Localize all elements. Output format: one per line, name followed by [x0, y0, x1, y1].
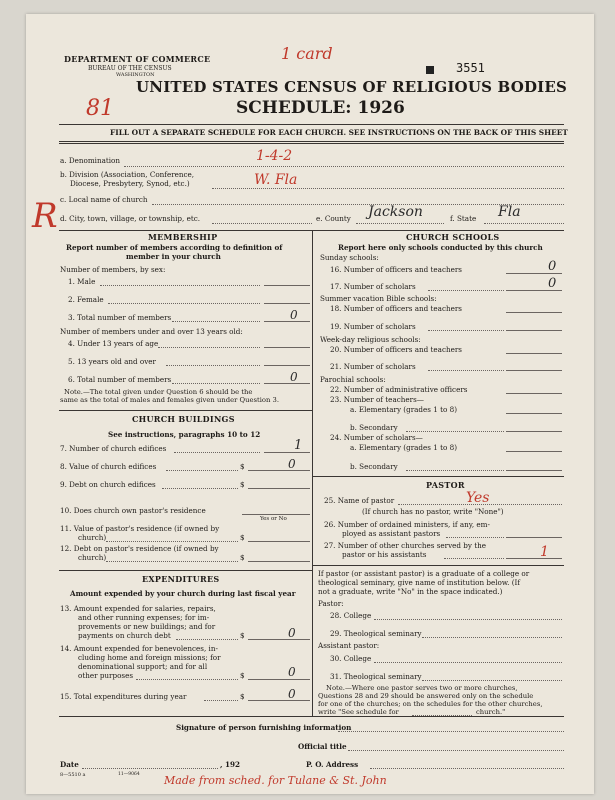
- sunday-label: Sunday schools:: [320, 253, 379, 262]
- q7-label: 7. Number of church edifices: [60, 444, 167, 453]
- q25-label: 25. Name of pastor: [324, 496, 395, 505]
- pastor-title: PASTOR: [426, 480, 465, 490]
- form-title: UNITED STATES CENSUS OF RELIGIOUS BODIES: [136, 78, 568, 96]
- census-schedule-sheet: [26, 14, 594, 794]
- q18-label: 18. Number of officers and teachers: [330, 304, 462, 313]
- q19-label: 19. Number of scholars: [330, 322, 416, 331]
- q14-dollar: $: [240, 671, 245, 680]
- grad-text-3: not a graduate, write "No" in the space indicated.): [318, 587, 503, 596]
- q3-label: 3. Total number of members: [68, 313, 172, 322]
- q15-value: 0: [288, 687, 296, 701]
- pastor-note-5: church.": [476, 708, 506, 716]
- q28-label: 28. College: [330, 611, 372, 620]
- q22-label: 22. Number of administrative officers: [330, 385, 468, 394]
- pastor-note-3: for one of the churches; on the schedules for the other churches,: [318, 700, 543, 708]
- q23-label: 23. Number of teachers—: [330, 395, 424, 404]
- q27-label-2: pastor or his assistants: [342, 550, 427, 559]
- q14-label: 14. Amount expended for benevolences, in-: [60, 644, 218, 653]
- q17-value: 0: [548, 276, 557, 291]
- denomination-value: 1-4-2: [256, 148, 293, 164]
- schedule-number: 3551: [456, 61, 485, 75]
- q15-dollar: $: [240, 692, 245, 701]
- q8-label: 8. Value of church edifices: [60, 462, 157, 471]
- pastor-note-4: write "See schedule for: [318, 708, 399, 716]
- q12-label-2: church): [78, 553, 107, 562]
- q13-label-3: provements or new buildings; and for: [78, 622, 216, 631]
- membership-note-2: same as the total of males and females given under Question 3.: [60, 396, 279, 404]
- q31-label: 31. Theological seminary: [330, 672, 422, 681]
- date-label: Date: [60, 760, 79, 769]
- bureau-name: BUREAU OF THE CENSUS: [88, 65, 172, 72]
- q27-label: 27. Number of other churches served by the: [324, 541, 487, 550]
- q25-note: (If church has no pastor, write "None"): [362, 507, 504, 516]
- q17-label: 17. Number of scholars: [330, 282, 416, 291]
- q6-value: 0: [290, 370, 298, 384]
- form-code-1: 8—5510 a: [60, 772, 86, 778]
- q20-label: 20. Number of officers and teachers: [330, 345, 462, 354]
- membership-sub-2: member in your church: [126, 252, 221, 261]
- q8-dollar: $: [240, 462, 245, 471]
- city-label: d. City, town, village, or township, etc.: [60, 214, 201, 223]
- members-age-label: Number of members under and over 13 years old:: [60, 327, 243, 336]
- pastor-note-2: Questions 28 and 29 should be answered only on the schedule: [318, 692, 534, 700]
- q14-label-2: cluding home and foreign missions; for: [78, 653, 221, 662]
- expenditures-title: EXPENDITURES: [142, 574, 220, 584]
- q8-value: 0: [288, 457, 296, 471]
- q24b-label: b. Secondary: [350, 462, 398, 471]
- county-value: Jackson: [368, 204, 423, 220]
- q26-label-2: ployed as assistant pastors: [342, 529, 441, 538]
- q14-label-3: denominational support; and for all: [78, 662, 208, 671]
- parochial-label: Parochial schools:: [320, 375, 386, 384]
- county-label: e. County: [316, 214, 351, 223]
- q23b-label: b. Secondary: [350, 423, 398, 432]
- q2-label: 2. Female: [68, 295, 104, 304]
- q23a-label: a. Elementary (grades 1 to 8): [350, 405, 457, 414]
- handwritten-card-note: 1 card: [281, 44, 333, 63]
- membership-title: MEMBERSHIP: [148, 232, 218, 242]
- division-value: W. Fla: [254, 172, 298, 188]
- handwritten-footer-note: Made from sched. for Tulane & St. John: [164, 774, 387, 787]
- q15-label: 15. Total expenditures during year: [60, 692, 187, 701]
- po-address-label: P. O. Address: [306, 760, 359, 769]
- q7-value: 1: [294, 438, 303, 453]
- department-name: DEPARTMENT OF COMMERCE: [64, 54, 211, 64]
- q10-label: 10. Does church own pastor's residence: [60, 506, 206, 515]
- buildings-title: CHURCH BUILDINGS: [132, 414, 235, 424]
- stamp-mark: [426, 66, 434, 74]
- yes-no-hint: Yes or No: [260, 516, 287, 522]
- q12-label: 12. Debt on pastor's residence (if owned by: [60, 544, 219, 553]
- membership-note-1: Note.—The total given under Question 6 should be the: [64, 388, 253, 396]
- local-name-label: c. Local name of church: [60, 195, 148, 204]
- schedule-title: SCHEDULE: 1926: [236, 98, 405, 118]
- form-code-2: 11—9064: [118, 772, 140, 777]
- q27-value: 1: [540, 544, 549, 560]
- membership-sub-1: Report number of members according to definition of: [66, 243, 283, 252]
- city-name: WASHINGTON: [116, 72, 155, 78]
- q11-label-2: church): [78, 533, 107, 542]
- weekday-label: Week-day religious schools:: [320, 335, 421, 344]
- denomination-label: a. Denomination: [60, 156, 120, 165]
- handwritten-R: R: [32, 196, 58, 236]
- summer-label: Summer vacation Bible schools:: [320, 294, 437, 303]
- state-label: f. State: [450, 214, 477, 223]
- grad-text-2: theological seminary, give name of institution below. (If: [318, 578, 521, 587]
- schools-sub: Report here only schools conducted by this church: [338, 243, 543, 252]
- q1-label: 1. Male: [68, 277, 96, 286]
- q16-label: 16. Number of officers and teachers: [330, 265, 462, 274]
- q5-label: 5. 13 years old and over: [68, 357, 156, 366]
- q3-value: 0: [290, 308, 298, 322]
- schools-title: CHURCH SCHOOLS: [406, 232, 500, 242]
- pastor-note-1: Note.—Where one pastor serves two or more churches,: [326, 684, 518, 692]
- q30-label: 30. College: [330, 654, 372, 663]
- grad-text-1: If pastor (or assistant pastor) is a graduate of a college or: [318, 569, 530, 578]
- state-value: Fla: [498, 204, 521, 220]
- q11-label: 11. Value of pastor's residence (if owned by: [60, 524, 220, 533]
- division-label: b. Division (Association, Conference,: [60, 170, 195, 179]
- q29-label: 29. Theological seminary: [330, 629, 422, 638]
- buildings-sub: See instructions, paragraphs 10 to 12: [108, 430, 261, 439]
- q11-dollar: $: [240, 533, 245, 542]
- q14-value: 0: [288, 665, 296, 679]
- q26-label: 26. Number of ordained ministers, if any, em-: [324, 520, 490, 529]
- q6-label: 6. Total number of members: [68, 375, 172, 384]
- q24-label: 24. Number of scholars—: [330, 433, 423, 442]
- q24a-label: a. Elementary (grades 1 to 8): [350, 443, 457, 452]
- q12-dollar: $: [240, 553, 245, 562]
- division-label-2: Diocese, Presbytery, Synod, etc.): [70, 179, 190, 188]
- q9-label: 9. Debt on church edifices: [60, 480, 156, 489]
- signature-label: Signature of person furnishing information: [176, 723, 352, 732]
- date-year: , 192: [220, 760, 241, 769]
- members-by-sex-label: Number of members, by sex:: [60, 265, 166, 274]
- form-instruction: FILL OUT A SEPARATE SCHEDULE FOR EACH CHURCH. SEE INSTRUCTIONS ON THE BACK OF THIS SHEET: [110, 128, 568, 137]
- q14-label-4: other purposes: [78, 671, 134, 680]
- handwritten-81: 81: [86, 96, 114, 121]
- q13-label: 13. Amount expended for salaries, repairs,: [60, 604, 216, 613]
- pastor-sub-label: Pastor:: [318, 599, 344, 608]
- q13-label-4: payments on church debt: [78, 631, 171, 640]
- expenditures-sub: Amount expended by your church during last fiscal year: [70, 589, 296, 598]
- assistant-pastor-label: Assistant pastor:: [318, 641, 380, 650]
- q4-label: 4. Under 13 years of age: [68, 339, 159, 348]
- q21-label: 21. Number of scholars: [330, 362, 416, 371]
- q16-value: 0: [548, 259, 557, 274]
- q9-dollar: $: [240, 480, 245, 489]
- q13-label-2: and other running expenses; for im-: [78, 613, 210, 622]
- q13-value: 0: [288, 626, 296, 640]
- official-title-label: Official title: [298, 742, 347, 751]
- q25-value: Yes: [466, 490, 490, 506]
- q13-dollar: $: [240, 631, 245, 640]
